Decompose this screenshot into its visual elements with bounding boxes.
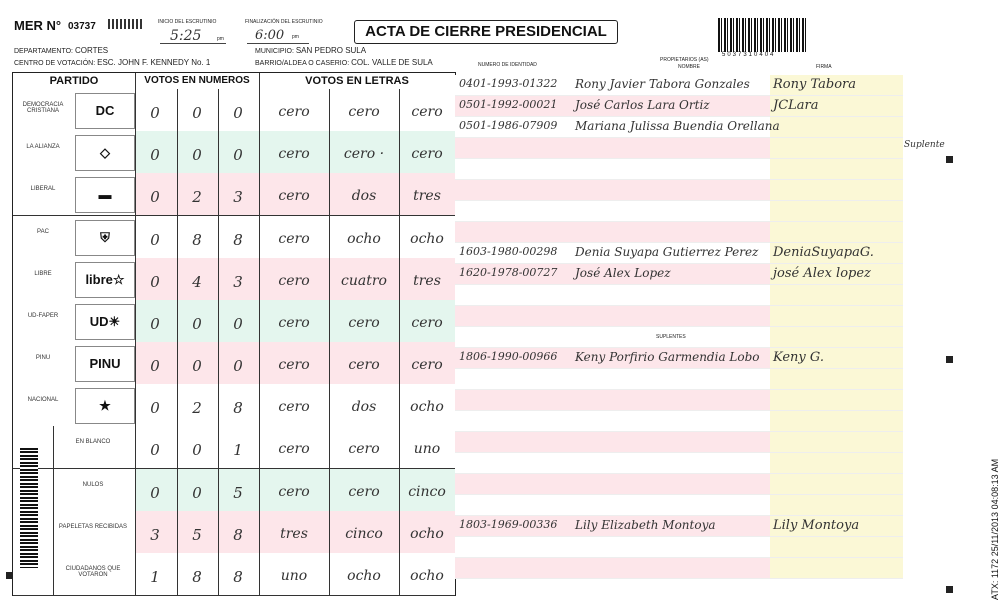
- form-title: ACTA DE CIERRE PRESIDENCIAL: [354, 20, 618, 44]
- votes-num-2[interactable]: 0: [192, 314, 202, 333]
- signatory-line: [455, 558, 903, 579]
- votes-word-2[interactable]: dos: [351, 188, 377, 205]
- votes-num-2[interactable]: 0: [192, 104, 202, 123]
- party-label: LA ALIANZA: [26, 144, 60, 151]
- municipio-label: MUNICIPIO:: [255, 48, 294, 55]
- votes-num-2[interactable]: 0: [192, 441, 202, 460]
- votes-word-1[interactable]: cero: [278, 104, 310, 121]
- propietario-signature[interactable]: Rony Tabora: [773, 77, 856, 92]
- col-numeros: VOTOS EN NUMEROS: [144, 75, 250, 86]
- votes-num-1[interactable]: 0: [150, 146, 160, 165]
- final-value: 6:00: [255, 28, 285, 43]
- votes-word-2[interactable]: cuatro: [341, 272, 387, 289]
- votes-num-1[interactable]: 0: [150, 483, 160, 502]
- identidad-label: NUMERO DE IDENTIDAD: [478, 62, 537, 68]
- firma-label: FIRMA: [816, 64, 832, 70]
- votes-word-2[interactable]: cero: [348, 357, 380, 374]
- departamento-label: DEPARTAMENTO:: [14, 48, 73, 55]
- identidad-number[interactable]: 0401-1993-01322: [459, 77, 558, 90]
- votes-num-2[interactable]: 2: [192, 188, 202, 207]
- suplentes-label: SUPLENTES: [656, 334, 686, 340]
- votes-num-3[interactable]: 0: [233, 104, 243, 123]
- col-partido: PARTIDO: [49, 75, 99, 87]
- votes-num-1[interactable]: 0: [150, 272, 160, 291]
- votes-word-3[interactable]: cero: [411, 357, 443, 374]
- propietario-name[interactable]: Rony Javier Tabora Gonzales: [575, 77, 750, 91]
- votes-num-3[interactable]: 5: [233, 483, 243, 502]
- votes-num-1[interactable]: 0: [150, 441, 160, 460]
- final-label: FINALIZACIÓN DEL ESCRUTINIO: [245, 19, 323, 25]
- party-label: CIUDADANOS QUE VOTARON: [65, 565, 121, 578]
- signatory-line: [455, 390, 903, 411]
- signatory-line: [455, 222, 903, 243]
- votes-num-3[interactable]: 3: [233, 272, 243, 291]
- votes-word-3[interactable]: cero: [411, 314, 443, 331]
- identidad-number[interactable]: 0501-1986-07909: [459, 119, 558, 132]
- signatory-line: [455, 537, 903, 558]
- votes-num-1[interactable]: 1: [150, 567, 160, 586]
- votes-word-3[interactable]: tres: [413, 188, 441, 205]
- table-row: [13, 342, 455, 385]
- party-label: DEMOCRACIA CRISTIANA: [22, 102, 64, 115]
- votes-word-3[interactable]: ocho: [410, 567, 444, 584]
- suplente-side: Suplente: [904, 140, 945, 150]
- party-logo: DC: [75, 93, 135, 129]
- votes-num-2[interactable]: 4: [192, 272, 202, 291]
- barcode-text: 5037310404: [722, 52, 776, 58]
- table-row: [13, 469, 455, 512]
- propietario-entry: [455, 245, 903, 265]
- propietarios-label: PROPIETARIOS (AS): [660, 57, 709, 63]
- votes-word-3[interactable]: cero: [411, 104, 443, 121]
- suplente-name[interactable]: Keny Porfirio Garmendia Lobo: [575, 350, 760, 364]
- propietario-entry: [455, 266, 903, 286]
- votes-num-2[interactable]: 0: [192, 357, 202, 376]
- votes-word-1[interactable]: cero: [278, 483, 310, 500]
- party-label: LIBERAL: [30, 186, 56, 193]
- votes-word-2[interactable]: dos: [351, 399, 377, 416]
- votes-num-3[interactable]: 8: [233, 567, 243, 586]
- party-label: NULOS: [82, 481, 104, 488]
- votes-word-1[interactable]: tres: [280, 525, 308, 542]
- centro-value: ESC. JOHN F. KENNEDY No. 1: [97, 58, 211, 67]
- votes-num-3[interactable]: 8: [233, 525, 243, 544]
- identidad-number[interactable]: 0501-1992-00021: [459, 98, 558, 111]
- votes-num-3[interactable]: 0: [233, 357, 243, 376]
- party-label: PAPELETAS RECIBIDAS: [58, 523, 128, 530]
- votes-word-1[interactable]: cero: [278, 357, 310, 374]
- inicio-label: INICIO DEL ESCRUTINIO: [158, 19, 217, 25]
- suplente-entry: [455, 518, 903, 538]
- votes-num-3[interactable]: 8: [233, 230, 243, 249]
- votes-word-2[interactable]: cero ·: [343, 146, 385, 163]
- votes-word-1[interactable]: cero: [278, 146, 310, 163]
- tse-logo: [108, 19, 142, 29]
- party-logo: UD☀: [75, 304, 135, 340]
- table-row: [13, 173, 455, 216]
- signatory-line: [455, 306, 903, 327]
- identidad-number[interactable]: 1603-1980-00298: [459, 245, 558, 258]
- propietario-name[interactable]: Mariana Julissa Buendia Orellana: [575, 119, 780, 133]
- party-label: NACIONAL: [27, 397, 59, 404]
- inicio-value: 5:25: [170, 28, 202, 44]
- table-row: [13, 89, 455, 132]
- party-logo: PINU: [75, 346, 135, 382]
- propietario-name[interactable]: Denia Suyapa Gutierrez Perez: [575, 245, 759, 259]
- votes-num-1[interactable]: 0: [150, 357, 160, 376]
- votes-word-1[interactable]: cero: [278, 399, 310, 416]
- votes-word-3[interactable]: cero: [411, 146, 443, 163]
- votes-table: [12, 72, 456, 596]
- signatory-line: [455, 180, 903, 201]
- votes-word-2[interactable]: cero: [348, 483, 380, 500]
- signatory-line: [455, 159, 903, 180]
- signatory-line: [455, 474, 903, 495]
- votes-word-3[interactable]: cinco: [408, 483, 446, 500]
- signatory-line: [455, 432, 903, 453]
- votes-num-1[interactable]: 0: [150, 230, 160, 249]
- party-label: PAC: [37, 228, 49, 235]
- votes-word-2[interactable]: cero: [348, 314, 380, 331]
- votes-word-3[interactable]: ocho: [410, 230, 444, 247]
- table-row: [13, 426, 455, 469]
- table-row: [13, 258, 455, 301]
- party-label: UD-FAPER: [27, 312, 59, 319]
- signatory-line: [455, 201, 903, 222]
- votes-num-2[interactable]: 0: [192, 146, 202, 165]
- barcode-top: [718, 18, 806, 52]
- propietario-name[interactable]: José Carlos Lara Ortiz: [575, 98, 710, 112]
- table-row: [13, 216, 455, 259]
- party-logo: ◇: [75, 135, 135, 171]
- suplente-signature[interactable]: Keny G.: [773, 350, 824, 365]
- suplente-signature[interactable]: Lily Montoya: [773, 518, 860, 533]
- barrio-value: COL. VALLE DE SULA: [351, 58, 433, 67]
- votes-word-2[interactable]: cero: [348, 441, 380, 458]
- votes-word-1[interactable]: cero: [278, 441, 310, 458]
- votes-num-3[interactable]: 1: [233, 441, 243, 460]
- table-row: [13, 131, 455, 174]
- nombre-label: NOMBRE: [678, 64, 700, 70]
- votes-word-2[interactable]: ocho: [347, 567, 381, 584]
- votes-num-2[interactable]: 8: [192, 230, 202, 249]
- inicio-pm: pm: [217, 36, 224, 42]
- corner-mark: [6, 572, 13, 579]
- table-header-row: [13, 73, 455, 90]
- mer-number: 03737: [68, 21, 96, 32]
- identidad-number[interactable]: 1620-1978-00727: [459, 266, 558, 279]
- centro-label: CENTRO DE VOTACIÓN:: [14, 60, 96, 67]
- votes-num-3[interactable]: 0: [233, 314, 243, 333]
- votes-num-2[interactable]: 2: [192, 399, 202, 418]
- votes-word-1[interactable]: cero: [278, 188, 310, 205]
- signatory-line: [455, 411, 903, 432]
- votes-word-2[interactable]: cero: [348, 104, 380, 121]
- table-row: [13, 553, 455, 596]
- party-label: LIBRE: [34, 270, 52, 277]
- municipio-value: SAN PEDRO SULA: [295, 46, 367, 55]
- signatory-line: [455, 138, 903, 159]
- propietario-name[interactable]: José Alex Lopez: [575, 266, 671, 280]
- votes-word-1[interactable]: cero: [278, 230, 310, 247]
- signatory-line: [455, 453, 903, 474]
- party-logo: ⛨: [75, 220, 135, 256]
- votes-word-3[interactable]: uno: [413, 441, 441, 458]
- propietario-signature[interactable]: DeniaSuyapaG.: [773, 245, 874, 260]
- votes-num-3[interactable]: 0: [233, 146, 243, 165]
- party-label: PINU: [35, 355, 51, 362]
- col-letras: VOTOS EN LETRAS: [305, 75, 409, 87]
- votes-num-1[interactable]: 3: [150, 525, 160, 544]
- signatory-line: [455, 369, 903, 390]
- suplente-name[interactable]: Lily Elizabeth Montoya: [575, 518, 716, 532]
- party-logo: libre☆: [75, 262, 135, 298]
- party-logo: ▬: [75, 177, 135, 213]
- propietario-entry: [455, 98, 903, 118]
- table-row: [13, 300, 455, 343]
- party-label: EN BLANCO: [75, 439, 111, 446]
- table-row: [13, 511, 455, 554]
- propietario-entry: [455, 119, 903, 139]
- signatory-line: [455, 495, 903, 516]
- votes-num-3[interactable]: 3: [233, 188, 243, 207]
- votes-word-1[interactable]: uno: [280, 567, 308, 584]
- identidad-number[interactable]: 1806-1990-00966: [459, 350, 558, 363]
- votes-num-3[interactable]: 8: [233, 399, 243, 418]
- barcode-left: [20, 448, 38, 568]
- propietario-entry: [455, 77, 903, 97]
- votes-word-3[interactable]: ocho: [410, 399, 444, 416]
- votes-num-1[interactable]: 0: [150, 188, 160, 207]
- party-logo: ★: [75, 388, 135, 424]
- votes-num-1[interactable]: 0: [150, 104, 160, 123]
- footer-side-text: ATX: 1172 25/11/2013 04:08:13 AM: [990, 458, 1000, 600]
- table-row: [13, 384, 455, 427]
- votes-word-3[interactable]: tres: [413, 272, 441, 289]
- signatory-line: [455, 285, 903, 306]
- votes-num-2[interactable]: 0: [192, 483, 202, 502]
- mer-label: MER N°: [14, 18, 62, 33]
- departamento-value: CORTES: [74, 46, 109, 55]
- votes-word-3[interactable]: ocho: [410, 525, 444, 542]
- final-pm: pm: [292, 34, 299, 40]
- suplente-entry: [455, 350, 903, 370]
- votes-word-2[interactable]: ocho: [347, 230, 381, 247]
- propietario-signature[interactable]: JCLara: [773, 98, 819, 113]
- propietario-signature[interactable]: josé Alex lopez: [773, 266, 871, 281]
- identidad-number[interactable]: 1803-1969-00336: [459, 518, 558, 531]
- votes-num-2[interactable]: 8: [192, 567, 202, 586]
- barrio-label: BARRIO/ALDEA O CASERIO:: [255, 60, 350, 67]
- votes-num-1[interactable]: 0: [150, 399, 160, 418]
- votes-word-1[interactable]: cero: [278, 314, 310, 331]
- votes-num-1[interactable]: 0: [150, 314, 160, 333]
- votes-word-2[interactable]: cinco: [345, 525, 383, 542]
- votes-num-2[interactable]: 5: [192, 525, 202, 544]
- votes-word-1[interactable]: cero: [278, 272, 310, 289]
